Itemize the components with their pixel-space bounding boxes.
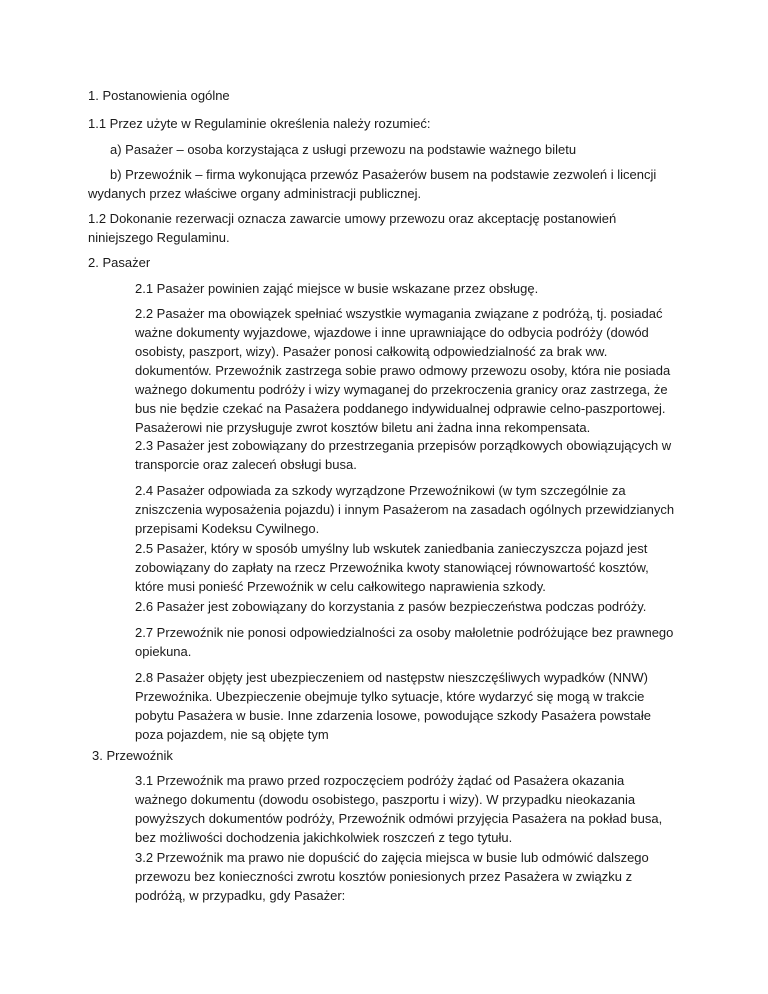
- paragraph-2-7: 2.7 Przewoźnik nie ponosi odpowiedzialności za osoby małoletnie podróżujące bez prawnego opiekuna.: [135, 625, 674, 659]
- paragraph-2-3: 2.3 Pasażer jest zobowiązany do przestrzegania przepisów porządkowych obowiązujących w transporcie oraz zaleceń obsługi busa.: [135, 438, 672, 472]
- paragraph-2-6: 2.6 Pasażer jest zobowiązany do korzystania z pasów bezpieczeństwa podczas podróży.: [135, 599, 647, 614]
- paragraph-1-2: 1.2 Dokonanie rezerwacji oznacza zawarcie umowy przewozu oraz akceptację postanowień niniejszego Regulaminu.: [88, 211, 617, 245]
- paragraph-3-1: 3.1 Przewoźnik ma prawo przed rozpoczęciem podróży żądać od Pasażera okazania ważnego dokumentu (dowodu osobistego, paszportu i wizy). W przypadku nieokazania powyższych dokumentów podróży, Przewoźnik odmówi przyjęcia Pasażera na pokład busa, bez możliwości dochodzenia jakichkolwiek roszczeń z tego tytułu.: [135, 773, 663, 845]
- section-3-heading: 3. Przewoźnik: [92, 748, 173, 763]
- paragraph-3-2: 3.2 Przewoźnik ma prawo nie dopuścić do zajęcia miejsca w busie lub odmówić dalszego przewozu bez konieczności zwrotu kosztów poniesionych przez Pasażera w związku z podróżą, w przypadku, gdy Pasażer:: [135, 850, 649, 903]
- section-2-heading: 2. Pasażer: [88, 255, 151, 270]
- paragraph-1-1: 1.1 Przez użyte w Regulaminie określenia należy rozumieć:: [88, 116, 431, 131]
- definition-b: b) Przewoźnik – firma wykonująca przewóz Pasażerów busem na podstawie zezwoleń i licencji wydanych przez właściwe organy administracji publicznej.: [88, 167, 657, 201]
- paragraph-2-5: 2.5 Pasażer, który w sposób umyślny lub wskutek zaniedbania zanieczyszcza pojazd jest zobowiązany do zapłaty na rzecz Przewoźnika kwoty stanowiącej równowartość kosztów, które musi ponieść Przewoźnik w celu całkowitego naprawienia szkody.: [135, 541, 649, 594]
- paragraph-2-1: 2.1 Pasażer powinien zająć miejsce w busie wskazane przez obsługę.: [135, 281, 539, 296]
- definition-a: a) Pasażer – osoba korzystająca z usługi przewozu na podstawie ważnego biletu: [110, 142, 577, 157]
- section-1-heading: 1. Postanowienia ogólne: [88, 88, 230, 103]
- paragraph-2-2: 2.2 Pasażer ma obowiązek spełniać wszystkie wymagania związane z podróżą, tj. posiadać ważne dokumenty wyjazdowe, wjazdowe i inne uprawniające do odbycia podróży (dowód osobisty, paszport, wizy). Pasażer ponosi całkowitą odpowiedzialność za brak ww. dokumentów. Przewoźnik zastrzega sobie prawo odmowy przewozu osoby, która nie posiada ważnego dokumentu podróży i wizy wymaganej do przekroczenia granicy oraz zastrzega, że bus nie będzie czekać na Pasażera poddanego indywidualnej odprawie celno-paszportowej. Pasażerowi nie przysługuje zwrot kosztów biletu ani żadna inna rekompensata.: [135, 306, 671, 435]
- paragraph-2-8: 2.8 Pasażer objęty jest ubezpieczeniem od następstw nieszczęśliwych wypadków (NNW) Przewoźnika. Ubezpieczenie obejmuje tylko sytuacje, które wydarzyć się mogą w trakcie pobytu Pasażera w busie. Inne zdarzenia losowe, powodujące szkody Pasażera powstałe poza pojazdem, nie są objęte tym: [135, 670, 651, 742]
- paragraph-2-4: 2.4 Pasażer odpowiada za szkody wyrządzone Przewoźnikowi (w tym szczególnie za zniszczenia wyposażenia pojazdu) i innym Pasażerom na zasadach ogólnych przewidzianych przepisami Kodeksu Cywilnego.: [135, 483, 675, 536]
